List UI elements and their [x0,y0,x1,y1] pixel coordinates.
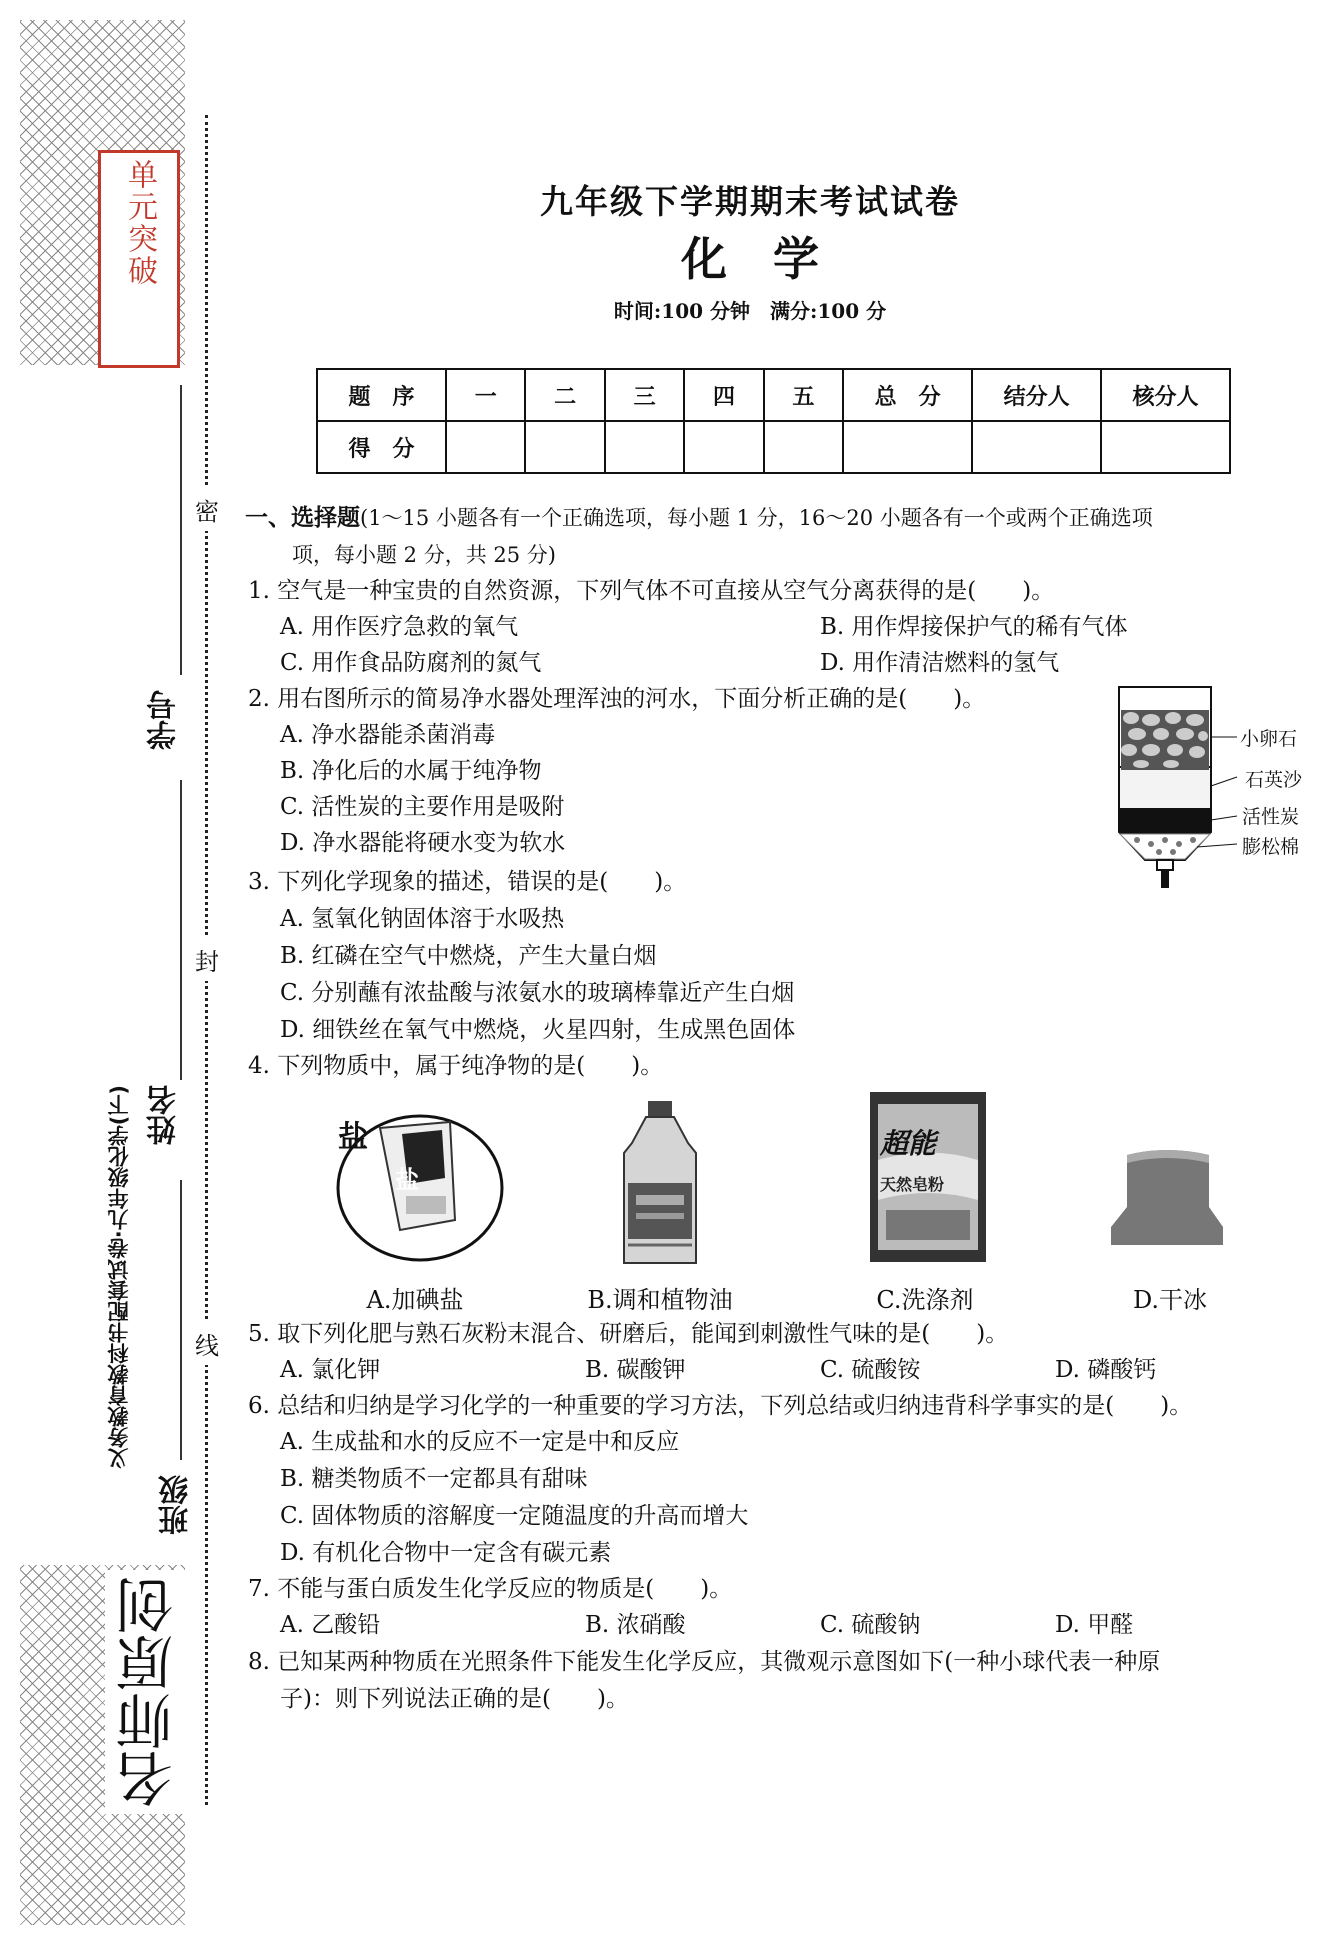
dry-ice-image [1105,1145,1230,1255]
score-cell[interactable] [764,421,843,473]
question-5-stem: 5. 取下列化肥与熟石灰粉末混合、研磨后，能闻到刺激性气味的是( )。 [248,1321,1009,1347]
score-cell[interactable] [525,421,604,473]
filter-label-cotton: 膨松棉 [1242,836,1300,858]
question-4-option-c[interactable]: C.洗涤剂 [876,1286,974,1314]
question-2-stem: 2. 用右图所示的简易净水器处理浑浊的河水，下面分析正确的是( )。 [248,686,986,712]
question-7-option-a[interactable]: A. 乙酸铅 [280,1612,381,1638]
question-7-option-d[interactable]: D. 甲醛 [1055,1612,1134,1638]
field-class: 班级 [159,1475,194,1535]
question-2-option-d[interactable]: D. 净水器能将硬水变为软水 [280,830,566,856]
score-header-checker: 核分人 [1101,369,1230,421]
question-6-option-d[interactable]: D. 有机化合物中一定含有碳元素 [280,1540,612,1566]
score-header-2: 二 [525,369,604,421]
score-table [316,368,1231,474]
score-header-4: 四 [684,369,763,421]
subject-title: 化 学 [681,232,819,286]
field-line-1 [180,385,182,675]
question-4-stem: 4. 下列物质中，属于纯净物的是( )。 [248,1053,664,1079]
question-5-option-d[interactable]: D. 磷酸钙 [1055,1357,1157,1383]
question-2-option-c[interactable]: C. 活性炭的主要作用是吸附 [280,794,565,820]
score-header-1: 一 [446,369,525,421]
question-7-option-c[interactable]: C. 硫酸钠 [820,1612,921,1638]
cut-char-mi: 密 [195,488,219,531]
score-cell[interactable] [972,421,1101,473]
question-2-option-b[interactable]: B. 净化后的水属于纯净物 [280,758,542,784]
score-header-index: 题 序 [317,369,446,421]
field-name: 姓名 [147,1085,182,1145]
time-info: 时间:100 分钟 满分:100 分 [613,299,887,323]
question-3-option-b[interactable]: B. 红磷在空气中燃烧，产生大量白烟 [280,943,657,969]
cut-char-feng: 封 [195,938,219,981]
score-cell[interactable] [605,421,684,473]
filter-label-pebbles: 小卵石 [1240,728,1298,750]
score-header-5: 五 [764,369,843,421]
section1-note-2: 项，每小题 2 分，共 25 分) [292,543,556,567]
question-6-option-c[interactable]: C. 固体物质的溶解度一定随温度的升高而增大 [280,1503,749,1529]
question-7-option-b[interactable]: B. 浓硝酸 [585,1612,686,1638]
score-header-3: 三 [605,369,684,421]
question-3-stem: 3. 下列化学现象的描述，错误的是( )。 [248,869,687,895]
brand-text: 名师原创 [105,1570,193,1814]
vegetable-oil-image [618,1095,703,1270]
question-5-option-c[interactable]: C. 硫酸铵 [820,1357,921,1383]
detergent-sub-text: 天然皂粉 [880,1175,945,1194]
score-cell[interactable] [843,421,972,473]
salt-char-left: 盐 [338,1120,368,1155]
field-line-3 [180,1180,182,1460]
pebble-layer [1121,710,1209,770]
question-6-option-b[interactable]: B. 糖类物质不一定都具有甜味 [280,1466,588,1492]
question-1-option-b[interactable]: B. 用作焊接保护气的稀有气体 [820,614,1128,640]
filter-label-sand: 石英沙 [1245,769,1303,791]
field-line-2 [180,780,182,1080]
field-student-id: 学号 [147,690,182,750]
question-4-option-d[interactable]: D.干冰 [1132,1286,1207,1314]
question-4-option-b[interactable]: B.调和植物油 [587,1286,733,1314]
seal-text: 单元突破 [122,159,157,287]
score-cell[interactable] [684,421,763,473]
question-8-stem-continued: 子)：则下列说法正确的是( )。 [280,1686,629,1712]
series-text: 义务教育教科书配套试卷·九年级化学(下) [107,1085,131,1470]
question-1-option-d[interactable]: D. 用作清洁燃料的氢气 [820,650,1060,676]
cut-char-xian: 线 [195,1322,219,1365]
score-cell[interactable] [1101,421,1230,473]
question-8-stem: 8. 已知某两种物质在光照条件下能发生化学反应，其微观示意图如下(一种小球代表一种原 [248,1649,1161,1675]
score-row-label: 得 分 [317,421,446,473]
question-5-option-a[interactable]: A. 氯化钾 [280,1357,381,1383]
question-3-option-a[interactable]: A. 氢氧化钠固体溶于水吸热 [280,906,565,932]
score-header-scorer: 结分人 [972,369,1101,421]
question-1-option-c[interactable]: C. 用作食品防腐剂的氮气 [280,650,542,676]
question-5-option-b[interactable]: B. 碳酸钾 [585,1357,686,1383]
filter-label-carbon: 活性炭 [1242,806,1300,828]
question-6-stem: 6. 总结和归纳是学习化学的一种重要的学习方法，下列总结或归纳违背科学事实的是( )。 [248,1393,1193,1419]
question-6-option-a[interactable]: A. 生成盐和水的反应不一定是中和反应 [280,1429,680,1455]
detergent-brand-text: 超能 [880,1127,937,1160]
question-4-option-a[interactable]: A.加碘盐 [366,1286,464,1314]
question-3-option-d[interactable]: D. 细铁丝在氧气中燃烧，火星四射，生成黑色固体 [280,1017,796,1043]
section1-title: 一、选择题 [245,505,360,531]
question-1-stem: 1. 空气是一种宝贵的自然资源，下列气体不可直接从空气分离获得的是( )。 [248,578,1055,604]
question-2-option-a[interactable]: A. 净水器能杀菌消毒 [280,722,496,748]
carbon-layer [1120,808,1210,834]
section1-header [245,500,1153,536]
salt-char-bag: 盐 [395,1165,419,1194]
score-header-total: 总 分 [843,369,972,421]
question-1-option-a[interactable]: A. 用作医疗急救的氧气 [280,614,519,640]
exam-title: 九年级下学期期末考试试卷 [540,182,960,221]
section1-note-1: (1～15 小题各有一个正确选项，每小题 1 分，16～20 小题各有一个或两个正确选项 [360,506,1153,530]
question-3-option-c[interactable]: C. 分别蘸有浓盐酸与浓氨水的玻璃棒靠近产生白烟 [280,980,795,1006]
score-cell[interactable] [446,421,525,473]
question-7-stem: 7. 不能与蛋白质发生化学反应的物质是( )。 [248,1576,733,1602]
